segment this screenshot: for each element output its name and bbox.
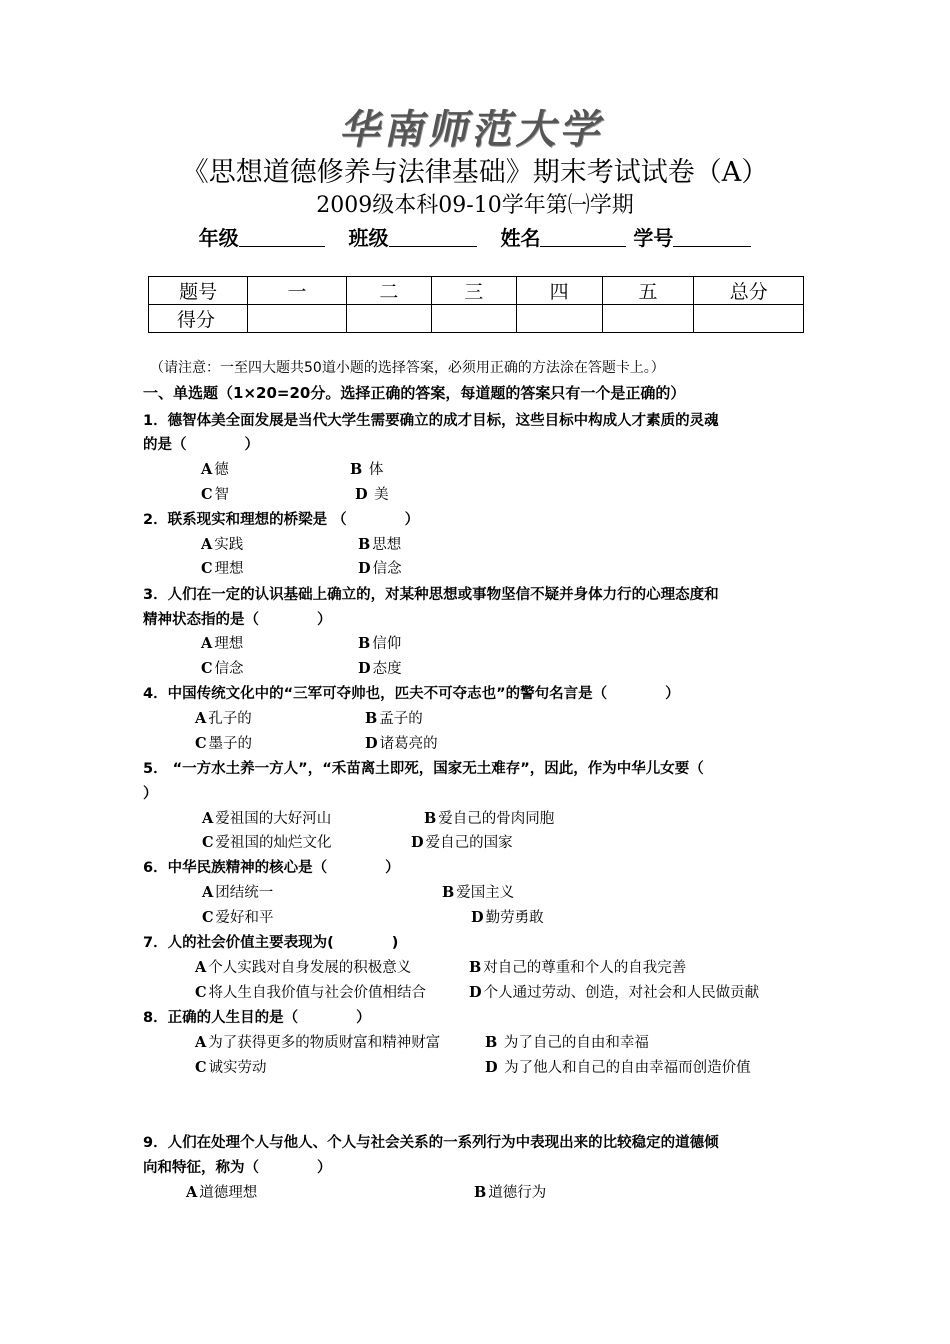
- option-a[interactable]: [195, 707, 252, 728]
- option-letter: A: [201, 536, 213, 553]
- option-c[interactable]: [201, 557, 244, 578]
- score-table: [148, 276, 804, 333]
- option-text: 理想: [214, 561, 244, 577]
- score-cell[interactable]: [431, 305, 516, 333]
- question-8-text: 8．正确的人生目的是（ ）: [143, 1010, 371, 1026]
- option-letter: C: [195, 1059, 207, 1076]
- option-text: 勤劳勇敢: [485, 910, 544, 926]
- option-b[interactable]: [358, 632, 401, 653]
- option-a[interactable]: [201, 632, 243, 653]
- option-text: 实践: [214, 537, 244, 553]
- option-letter: A: [201, 461, 213, 478]
- option-b[interactable]: [358, 533, 401, 554]
- option-text: 爱好和平: [215, 910, 274, 926]
- score-cell[interactable]: [516, 305, 602, 333]
- question-5-text-cont: ）: [143, 786, 158, 802]
- score-cell[interactable]: [694, 305, 804, 333]
- question-5-text: 5． “一方水土养一方人”，“禾苗离土即死，国家无土难存”，因此，作为中华儿女要（: [143, 761, 704, 777]
- option-a[interactable]: [195, 1031, 440, 1052]
- option-text: 爱祖国的灿烂文化: [215, 835, 332, 851]
- option-letter: A: [195, 959, 207, 976]
- option-letter: B: [485, 1034, 498, 1051]
- option-letter: A: [202, 810, 214, 827]
- option-text: 个人通过劳动、创造，对社会和人民做贡献: [483, 985, 760, 1001]
- option-text: 为了自己的自由和幸福: [499, 1035, 649, 1051]
- option-b[interactable]: [485, 1031, 649, 1052]
- score-header-cell: 四: [516, 277, 602, 305]
- question-3-text: 3．人们在一定的认识基础上确立的，对某种思想或事物坚信不疑并身体力行的心理态度和: [143, 587, 719, 603]
- option-text: 为了他人和自己的自由幸福而创造价值: [499, 1060, 751, 1076]
- option-letter: D: [471, 909, 484, 926]
- option-d[interactable]: [358, 657, 402, 678]
- option-text: 爱国主义: [456, 885, 515, 901]
- question-1-text-cont: 的是（ ）: [143, 437, 259, 453]
- option-b[interactable]: [424, 807, 554, 828]
- score-header-cell: 三: [431, 277, 516, 305]
- score-cell[interactable]: [346, 305, 431, 333]
- option-text: 美: [369, 487, 389, 503]
- student-id-label: 学号: [633, 226, 674, 250]
- option-letter: B: [365, 710, 378, 727]
- option-a[interactable]: [186, 1181, 257, 1202]
- option-c[interactable]: [201, 657, 244, 678]
- option-text: 体: [364, 462, 384, 478]
- university-logo: 华南师范大学: [337, 106, 612, 153]
- option-text: 诸葛亮的: [379, 736, 438, 752]
- option-letter: C: [202, 834, 214, 851]
- class-blank[interactable]: [389, 228, 477, 247]
- option-c[interactable]: [195, 981, 426, 1002]
- score-cell[interactable]: [602, 305, 694, 333]
- option-letter: C: [202, 909, 214, 926]
- class-label: 班级: [348, 226, 389, 250]
- option-letter: A: [202, 884, 214, 901]
- option-text: 个人实践对自身发展的积极意义: [208, 960, 412, 976]
- section-heading: 一、单选题（1×20=20分。选择正确的答案，每道题的答案只有一个是正确的）: [143, 384, 686, 402]
- question-4-text: 4．中国传统文化中的“三军可夺帅也，匹夫不可夺志也”的警句名言是（ ）: [143, 686, 680, 702]
- option-text: 爱自己的骨肉同胞: [438, 811, 555, 827]
- question-9-text: 9．人们在处理个人与他人、个人与社会关系的一系列行为中表现出来的比较稳定的道德倾: [143, 1135, 719, 1151]
- option-text: 思想: [372, 537, 402, 553]
- option-c[interactable]: [195, 732, 252, 753]
- option-a[interactable]: [195, 956, 411, 977]
- score-row-label: 得分: [149, 305, 248, 333]
- exam-title: 《思想道德修养与法律基础》期末考试试卷（A）: [181, 157, 769, 188]
- option-text: 为了获得更多的物质财富和精神财富: [208, 1035, 441, 1051]
- option-text: 态度: [372, 661, 402, 677]
- score-table-header-row: [149, 277, 804, 305]
- option-letter: D: [358, 660, 371, 677]
- question-6-text: 6．中华民族精神的核心是（ ）: [143, 860, 400, 876]
- option-d[interactable]: [365, 732, 438, 753]
- question-1-text: 1．德智体美全面发展是当代大学生需要确立的成才目标，这些目标中构成人才素质的灵魂: [143, 413, 719, 429]
- option-letter: A: [201, 635, 213, 652]
- option-letter: A: [195, 1034, 207, 1051]
- option-d[interactable]: [471, 906, 544, 927]
- option-text: 理想: [214, 636, 244, 652]
- option-text: 智: [214, 487, 230, 503]
- option-d[interactable]: [411, 831, 513, 852]
- option-letter: C: [201, 560, 213, 577]
- option-text: 信念: [372, 561, 402, 577]
- option-d[interactable]: [358, 557, 402, 578]
- option-letter: B: [474, 1184, 487, 1201]
- score-header-cell: 二: [346, 277, 431, 305]
- option-text: 信念: [214, 661, 244, 677]
- option-text: 将人生自我价值与社会价值相结合: [208, 985, 427, 1001]
- option-d[interactable]: [485, 1056, 751, 1077]
- option-letter: C: [201, 486, 213, 503]
- score-table-score-row: [149, 305, 804, 333]
- option-c[interactable]: [202, 831, 332, 852]
- option-letter: D: [358, 560, 371, 577]
- option-letter: B: [358, 536, 371, 553]
- option-b[interactable]: [442, 881, 514, 902]
- score-header-cell: 五: [602, 277, 694, 305]
- option-b[interactable]: [474, 1181, 546, 1202]
- option-text: 道德行为: [488, 1185, 547, 1201]
- option-text: 团结统一: [215, 885, 274, 901]
- question-9-text-cont: 向和特征，称为（ ）: [143, 1160, 332, 1176]
- option-text: 孔子的: [208, 711, 252, 727]
- option-letter: A: [195, 710, 207, 727]
- option-b[interactable]: [350, 458, 383, 479]
- option-letter: D: [355, 486, 368, 503]
- option-letter: B: [442, 884, 455, 901]
- option-text: 爱自己的国家: [425, 835, 513, 851]
- option-letter: B: [358, 635, 371, 652]
- option-text: 德: [214, 462, 229, 478]
- option-text: 诚实劳动: [208, 1060, 267, 1076]
- option-b[interactable]: [469, 956, 686, 977]
- option-letter: B: [350, 461, 363, 478]
- option-letter: C: [201, 660, 213, 677]
- option-text: 信仰: [372, 636, 402, 652]
- score-cell[interactable]: [248, 305, 347, 333]
- question-7-text: 7．人的社会价值主要表现为( ): [143, 935, 399, 951]
- option-letter: B: [424, 810, 437, 827]
- option-letter: D: [365, 735, 378, 752]
- option-text: 对自己的尊重和个人的自我完善: [483, 960, 687, 976]
- instruction-note: （请注意：一至四大题共50道小题的选择答案，必须用正确的方法涂在答题卡上。）: [150, 360, 665, 376]
- grade-label: 年级: [198, 226, 239, 250]
- option-letter: D: [469, 984, 482, 1001]
- score-header-cell: 一: [248, 277, 347, 305]
- option-a[interactable]: [202, 881, 273, 902]
- option-d[interactable]: [355, 483, 389, 504]
- option-letter: A: [186, 1184, 198, 1201]
- option-letter: D: [485, 1059, 498, 1076]
- option-c[interactable]: [201, 483, 229, 504]
- option-letter: C: [195, 735, 207, 752]
- option-c[interactable]: [195, 1056, 267, 1077]
- option-letter: C: [195, 984, 207, 1001]
- name-blank[interactable]: [540, 228, 626, 247]
- option-a[interactable]: [201, 458, 229, 479]
- option-b[interactable]: [365, 707, 423, 728]
- option-text: 道德理想: [199, 1185, 258, 1201]
- grade-blank[interactable]: [239, 228, 325, 247]
- score-header-cell: 题号: [149, 277, 248, 305]
- option-letter: B: [469, 959, 482, 976]
- option-text: 孟子的: [379, 711, 423, 727]
- option-a[interactable]: [202, 807, 331, 828]
- score-header-cell: 总分: [694, 277, 804, 305]
- question-3-text-cont: 精神状态指的是（ ）: [143, 612, 332, 628]
- student-id-blank[interactable]: [673, 228, 751, 247]
- option-text: 墨子的: [208, 736, 253, 752]
- option-letter: D: [411, 834, 424, 851]
- option-c[interactable]: [202, 906, 274, 927]
- exam-subtitle: 2009级本科09-10学年第㈠学期: [316, 193, 634, 218]
- name-label: 姓名: [500, 226, 541, 250]
- option-d[interactable]: [469, 981, 759, 1002]
- student-info-row: [0, 222, 950, 251]
- option-a[interactable]: [201, 533, 243, 554]
- question-2-text: 2．联系现实和理想的桥梁是 （ ）: [143, 512, 420, 528]
- option-text: 爱祖国的大好河山: [215, 811, 332, 827]
